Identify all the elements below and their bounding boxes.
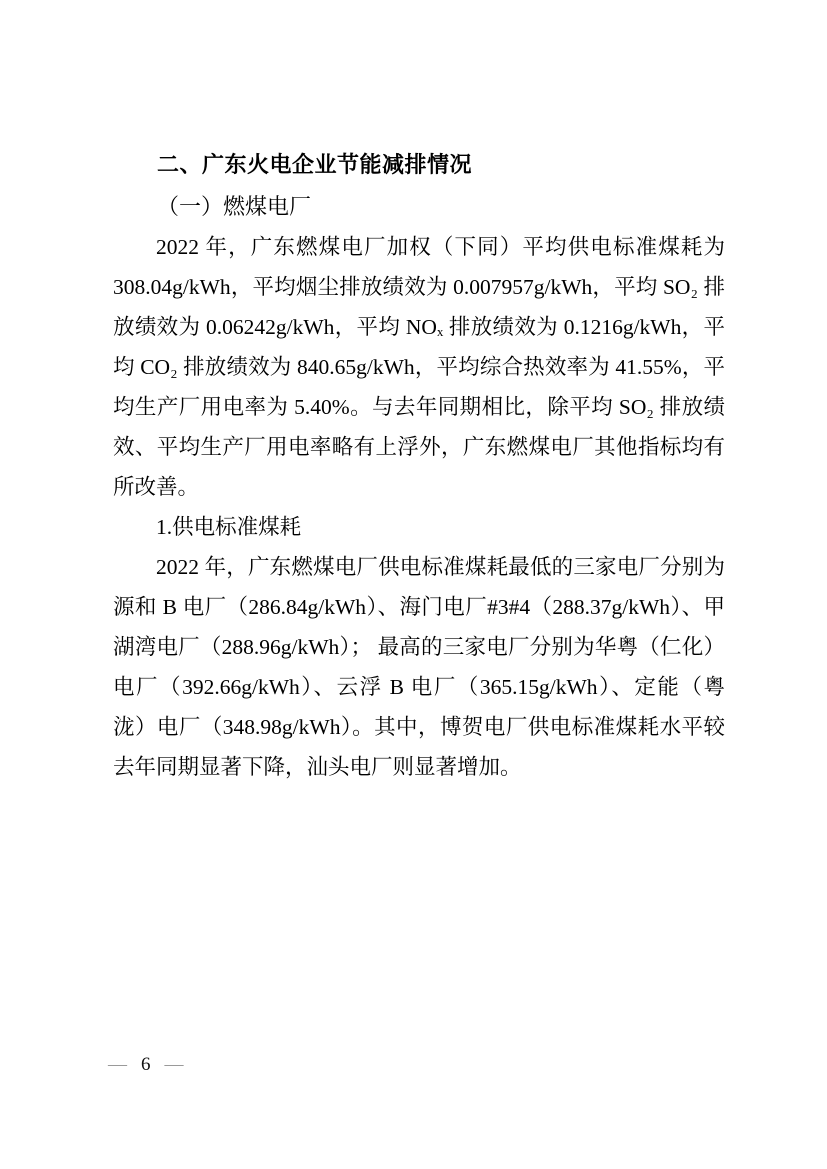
page-footer: [108, 1050, 184, 1080]
section-heading: 二、广东火电企业节能减排情况: [157, 152, 473, 177]
page-number: 6: [141, 1054, 151, 1075]
numbered-heading: 1.供电标准煤耗: [156, 515, 302, 539]
footer-right-dash: —: [164, 1054, 184, 1075]
footer-left-dash: —: [108, 1054, 127, 1075]
document-content: [113, 144, 725, 787]
overview-paragraph: 2022 年，广东燃煤电厂加权（下同）平均供电标准煤耗为 308.04g/kWh，平均烟尘排放绩效为 0.007957g/kWh，平均 SO₂ 排放绩效为 0.06242g/kWh，平均 NOₓ 排放绩效为 0.1216g/kWh，平均 CO₂ 排放绩效为 840.65g/kWh，平均综合热效率为 41.55%，平均生产厂用电率为 5.40%。与去年同期相比，除平均 SO₂ 排放绩效、平均生产厂用电率略有上浮外，广东燃煤电厂其他指标均有所改善。: [113, 235, 725, 499]
subsection-heading: （一）燃煤电厂: [157, 194, 312, 219]
coal-consumption-paragraph: 2022 年，广东燃煤电厂供电标准煤耗最低的三家电厂分别为源和 B 电厂（286.84g/kWh）、海门电厂#3#4（288.37g/kWh）、甲湖湾电厂（288.96g/kWh）； 最高的三家电厂分别为华粤（仁化）电厂（392.66g/kWh）、云浮 B 电厂（365.15g/kWh）、定能（粤泷）电厂（348.98g/kWh）。其中，博贺电厂供电标准煤耗水平较去年同期显著下降，汕头电厂则显著增加。: [113, 555, 725, 779]
